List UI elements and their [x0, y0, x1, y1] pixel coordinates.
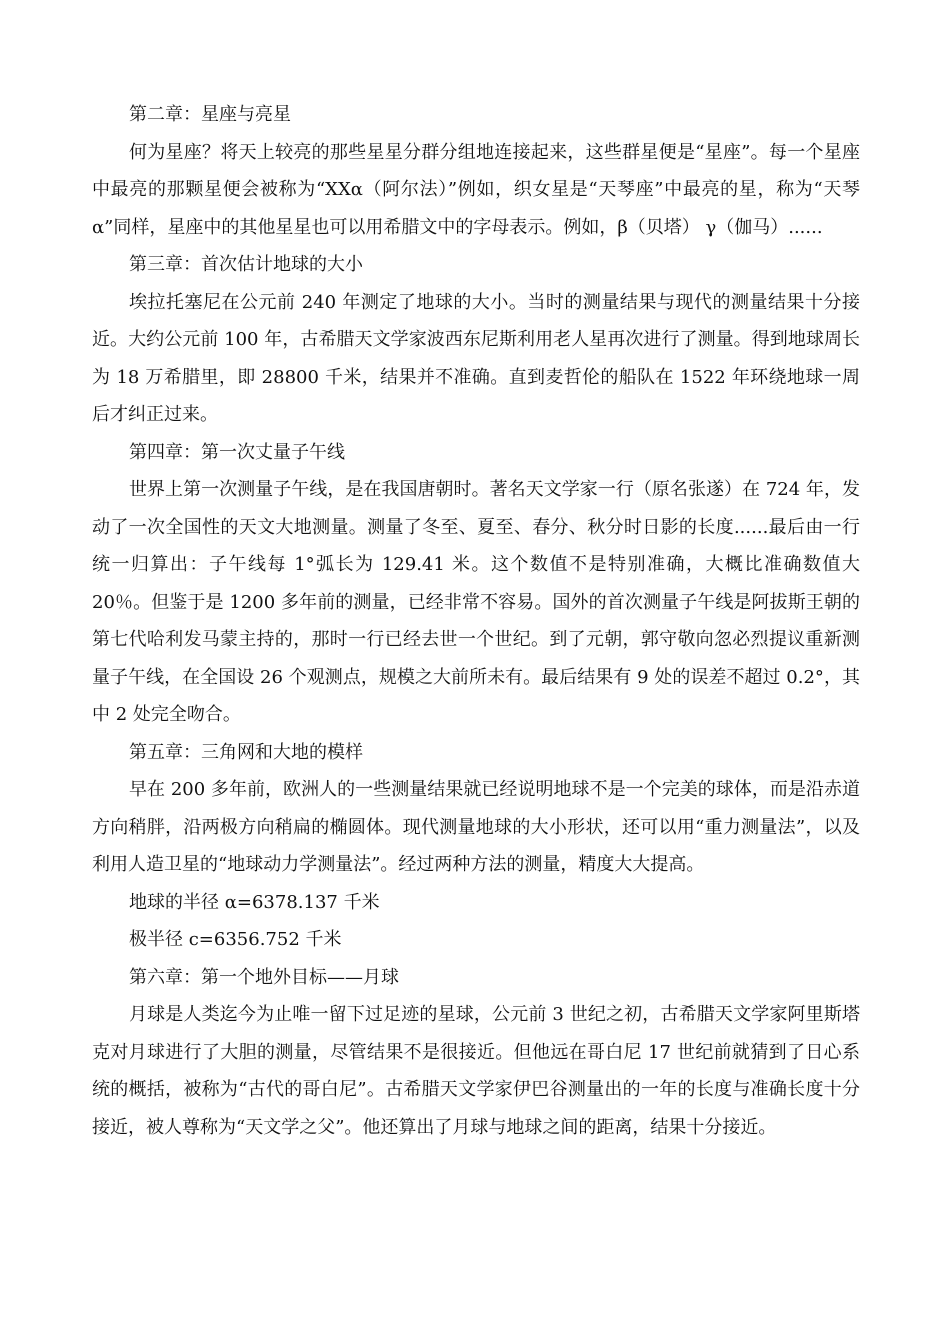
chapter-6-paragraph: 月球是人类迄今为止唯一留下过足迹的星球，公元前 3 世纪之初，古希腊天文学家阿里斯塔克对月球进行了大胆的测量，尽管结果不是很接近。但他远在哥白尼 17 世纪前就猜到了日心系统的概括，被称为“古代的哥白尼”。古希腊天文学家伊巴谷测量出的一年的长度与准确长度十分接近，被人尊称为“天文学之父”。他还算出了月球与地球之间的距离，结果十分接近。	[92, 1004, 860, 1138]
document-page	[92, 96, 860, 1146]
chapter-5-title: 第五章：三角网和大地的模样	[129, 741, 363, 763]
chapter-2-title: 第二章：星座与亮星	[129, 104, 291, 125]
chapter-3-paragraph: 埃拉托塞尼在公元前 240 年测定了地球的大小。当时的测量结果与现代的测量结果十分接近。大约公元前 100 年，古希腊天文学家波西东尼斯利用老人星再次进行了测量。得到地球周长为 18 万希腊里，即 28800 千米，结果并不准确。直到麦哲伦的船队在 1522 年环绕地球一周后才纠正过来。	[92, 291, 860, 425]
chapter-4-paragraph: 世界上第一次测量子午线，是在我国唐朝时。著名天文学家一行（原名张遂）在 724 年，发动了一次全国性的天文大地测量。测量了冬至、夏至、春分、秋分时日影的长度......最后由一行统一归算出：子午线每 1°弧长为 129.41 米。这个数值不是特别准确，大概比准确数值大 20％。但鉴于是 1200 多年前的测量，已经非常不容易。国外的首次测量子午线是阿拔斯王朝的第七代哈利发马蒙主持的，那时一行已经去世一个世纪。到了元朝，郭守敬向忽必烈提议重新测量子午线，在全国设 26 个观测点，规模之大前所未有。最后结果有 9 处的误差不超过 0.2°，其中 2 处完全吻合。	[92, 479, 860, 725]
polar-radius-line: 极半径 c=6356.752 千米	[129, 929, 342, 950]
chapter-4-title: 第四章：第一次丈量子午线	[129, 441, 345, 463]
chapter-2-paragraph: 何为星座？将天上较亮的那些星星分群分组地连接起来，这些群星便是“星座”。每一个星座中最亮的那颗星便会被称为“XXα（阿尔法）”例如，织女星是“天琴座”中最亮的星，称为“天琴 α”同样，星座中的其他星星也可以用希腊文中的字母表示。例如，β（贝塔） γ（伽马）......	[92, 141, 860, 238]
equatorial-radius-line: 地球的半径 α=6378.137 千米	[129, 891, 380, 913]
chapter-5-paragraph: 早在 200 多年前，欧洲人的一些测量结果就已经说明地球不是一个完美的球体，而是沿赤道方向稍胖，沿两极方向稍扁的椭圆体。现代测量地球的大小形状，还可以用“重力测量法”，以及利用人造卫星的“地球动力学测量法”。经过两种方法的测量，精度大大提高。	[92, 779, 860, 875]
chapter-6-title: 第六章：第一个地外目标——月球	[129, 966, 399, 988]
chapter-3-title: 第三章：首次估计地球的大小	[129, 254, 363, 275]
